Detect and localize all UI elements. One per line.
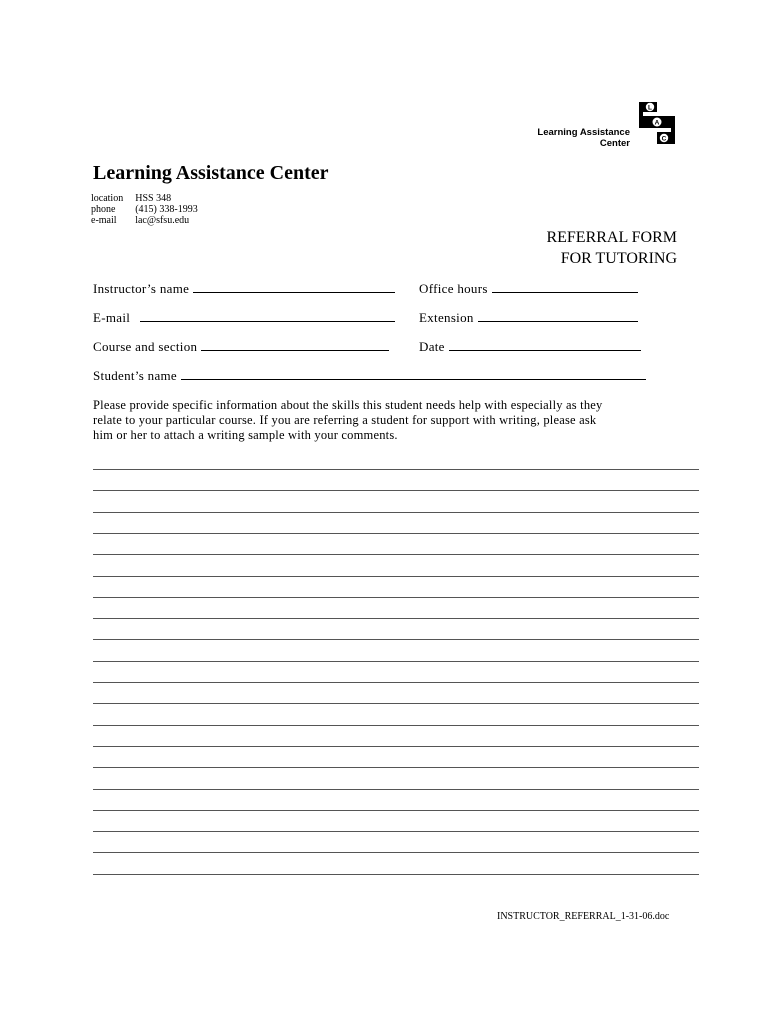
contact-row-email (91, 215, 210, 226)
course-section-label: Course and section (93, 339, 198, 354)
contact-row-location (91, 193, 210, 204)
contact-label: location (91, 193, 124, 204)
form-title (430, 227, 677, 269)
office-hours-field[interactable] (419, 281, 638, 297)
instructions-line: relate to your particular course. If you are referring a student for support with writing, please ask (93, 413, 597, 427)
comment-line[interactable] (93, 767, 699, 768)
comment-line[interactable] (93, 554, 699, 555)
contact-row-phone (91, 204, 210, 215)
form-title-line1: REFERRAL FORM (546, 229, 677, 246)
comment-line[interactable] (93, 533, 699, 534)
course-section-line[interactable] (201, 339, 389, 351)
instructions-paragraph (93, 398, 703, 443)
date-field[interactable] (419, 339, 641, 355)
contact-value: HSS 348 (135, 193, 172, 204)
instructions-line: him or her to attach a writing sample with your comments. (93, 428, 398, 442)
comment-line[interactable] (93, 639, 699, 640)
comment-line[interactable] (93, 831, 699, 832)
logo-letter-l: L (648, 104, 652, 112)
comment-line[interactable] (93, 874, 699, 875)
comment-line[interactable] (93, 512, 699, 513)
comment-line[interactable] (93, 746, 699, 747)
instructor-name-label: Instructor’s name (93, 281, 190, 296)
extension-field[interactable] (419, 310, 638, 326)
logo-wordmark (470, 127, 630, 149)
instructor-name-line[interactable] (193, 281, 395, 293)
comment-line[interactable] (93, 490, 699, 491)
office-hours-label: Office hours (419, 281, 488, 296)
logo-text-line1: Learning Assistance (537, 127, 630, 138)
logo-text-line2: Center (599, 138, 630, 149)
footer-filename: INSTRUCTOR_REFERRAL_1-31-06.doc (497, 911, 670, 922)
date-line[interactable] (449, 339, 641, 351)
extension-line[interactable] (478, 310, 638, 322)
comment-line[interactable] (93, 469, 699, 470)
comment-line[interactable] (93, 810, 699, 811)
extension-label: Extension (419, 310, 474, 325)
comment-line[interactable] (93, 852, 699, 853)
date-label: Date (419, 339, 445, 354)
comment-line[interactable] (93, 597, 699, 598)
instructor-name-field[interactable] (93, 281, 395, 297)
comment-line[interactable] (93, 576, 699, 577)
comment-line[interactable] (93, 618, 699, 619)
logo-letter-a: A (654, 119, 660, 127)
email-field[interactable] (93, 310, 395, 326)
contact-label: phone (91, 204, 116, 215)
comment-line[interactable] (93, 661, 699, 662)
comment-line[interactable] (93, 682, 699, 683)
email-label: E-mail (93, 310, 131, 325)
instructions-line: Please provide specific information about the skills this student needs help with especially as they (93, 398, 603, 412)
contact-value: lac@sfsu.edu (135, 215, 190, 226)
page-title: Learning Assistance Center (93, 162, 329, 184)
contact-label: e-mail (91, 215, 117, 226)
lac-logo-icon (639, 102, 675, 144)
contact-value: (415) 338-1993 (135, 204, 198, 215)
student-name-field[interactable] (93, 368, 646, 384)
student-name-line[interactable] (181, 368, 646, 380)
student-name-label: Student’s name (93, 368, 177, 383)
office-hours-line[interactable] (492, 281, 638, 293)
comment-line[interactable] (93, 703, 699, 704)
form-title-line2: FOR TUTORING (560, 250, 677, 267)
comment-line[interactable] (93, 789, 699, 790)
email-line[interactable] (140, 310, 395, 322)
course-section-field[interactable] (93, 339, 389, 355)
contact-info (91, 193, 210, 226)
logo-letter-c: C (661, 135, 667, 143)
comment-line[interactable] (93, 725, 699, 726)
